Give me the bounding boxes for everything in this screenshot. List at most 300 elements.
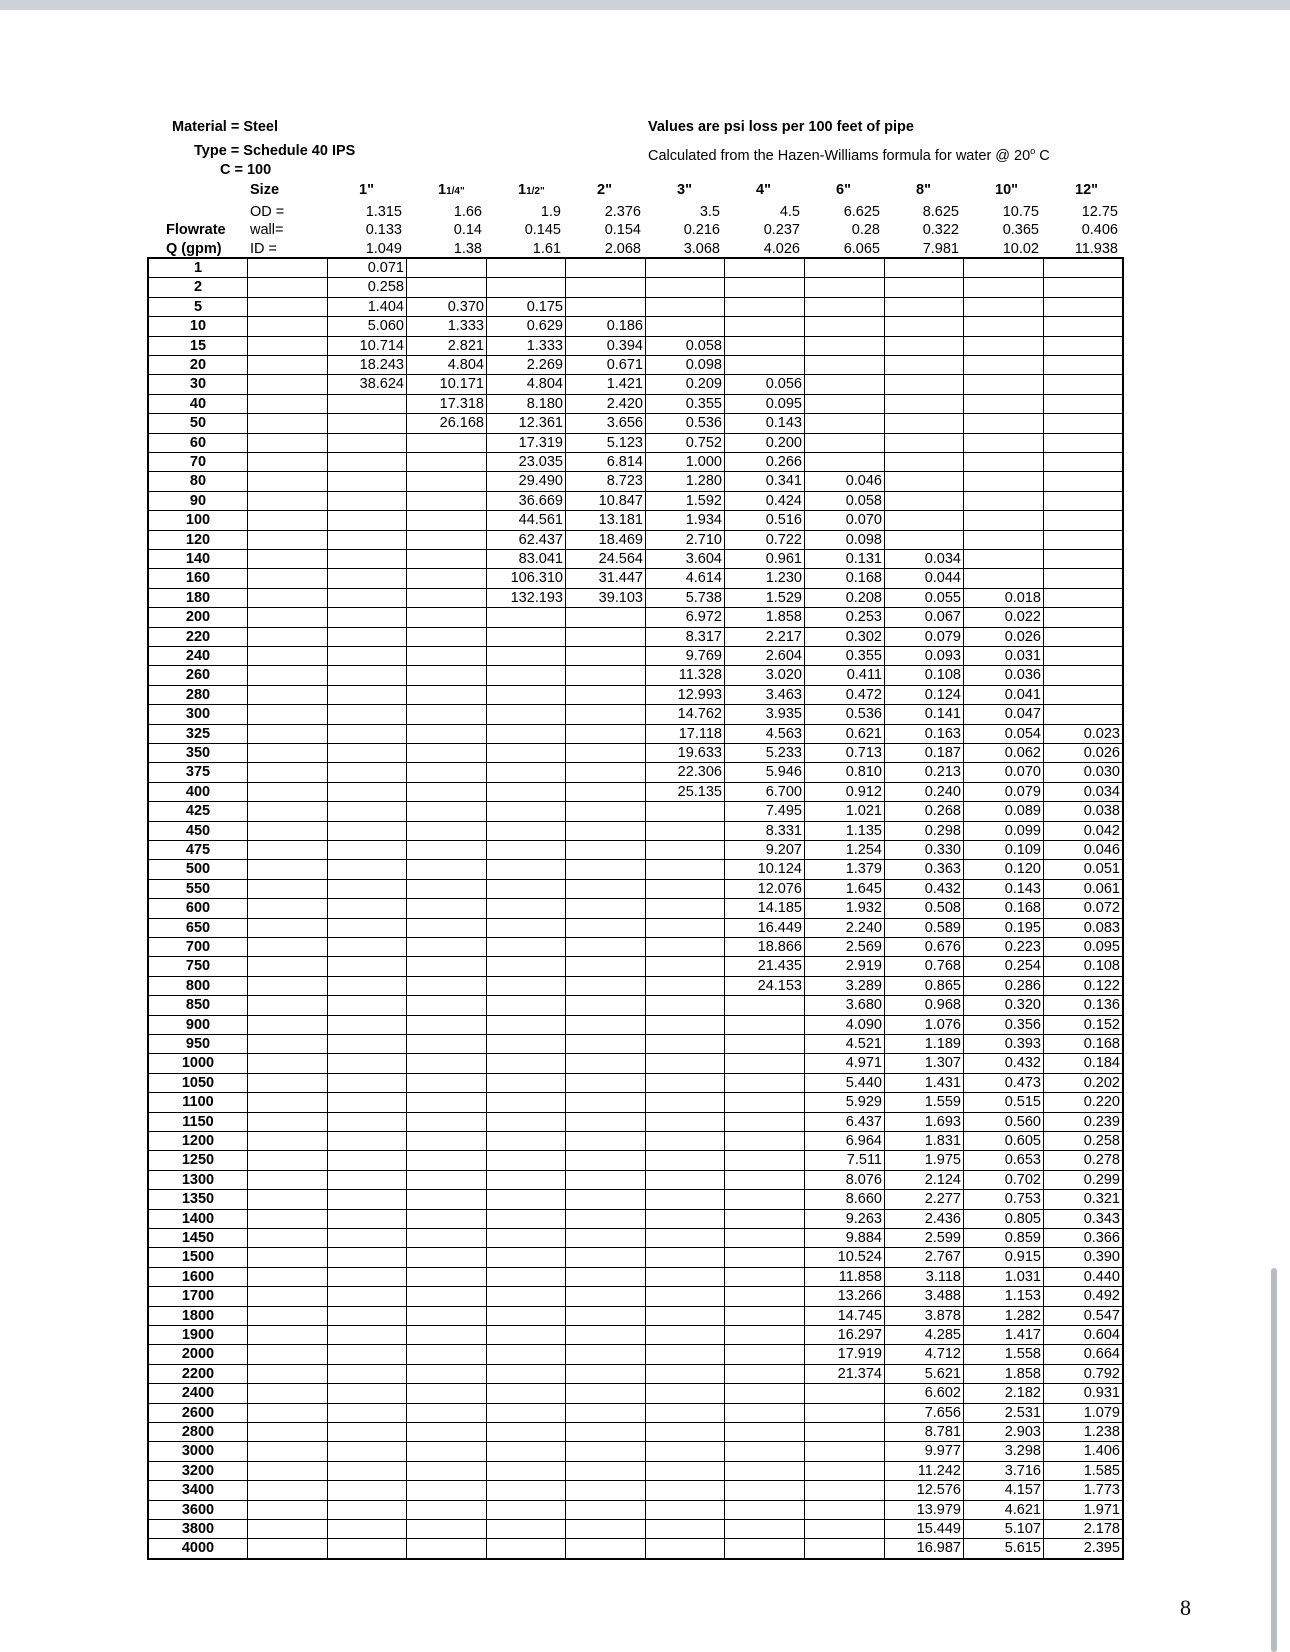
- psi-loss-cell: 12.993: [645, 685, 725, 705]
- empty-cell: [724, 1403, 805, 1423]
- empty-cell: [963, 258, 1044, 278]
- empty-cell: [406, 724, 487, 744]
- flow-rate-cell: 2600: [148, 1403, 248, 1423]
- flow-rate-cell: 2800: [148, 1422, 248, 1442]
- pipe-size-header: [1075, 181, 1098, 199]
- psi-loss-cell: 23.035: [486, 452, 566, 472]
- psi-loss-cell: 6.814: [565, 452, 646, 472]
- psi-loss-cell: 0.044: [884, 568, 964, 588]
- empty-cell: [884, 258, 964, 278]
- empty-cell: [565, 627, 646, 647]
- psi-loss-cell: 0.341: [724, 471, 805, 491]
- blank-cell: [247, 782, 328, 802]
- empty-cell: [327, 646, 407, 666]
- empty-cell: [565, 976, 646, 996]
- flow-rate-cell: 1: [148, 258, 248, 278]
- psi-loss-cell: 0.061: [1043, 879, 1123, 899]
- empty-cell: [565, 1015, 646, 1035]
- empty-cell: [565, 1034, 646, 1054]
- flow-rate-cell: 450: [148, 821, 248, 841]
- psi-loss-cell: 1.230: [724, 568, 805, 588]
- empty-cell: [645, 1150, 725, 1170]
- empty-cell: [963, 336, 1044, 356]
- id-value: 1.38: [453, 241, 482, 257]
- empty-cell: [486, 1034, 566, 1054]
- psi-loss-cell: 0.095: [724, 394, 805, 414]
- psi-loss-cell: 5.233: [724, 743, 805, 763]
- empty-cell: [645, 898, 725, 918]
- psi-loss-cell: 7.495: [724, 801, 805, 821]
- empty-cell: [645, 1034, 725, 1054]
- psi-loss-cell: 8.781: [884, 1422, 964, 1442]
- blank-cell: [247, 510, 328, 530]
- empty-cell: [645, 1170, 725, 1190]
- empty-cell: [486, 1073, 566, 1093]
- empty-cell: [486, 801, 566, 821]
- empty-cell: [645, 1344, 725, 1364]
- psi-loss-cell: 0.026: [1043, 743, 1123, 763]
- empty-cell: [963, 413, 1044, 433]
- empty-cell: [645, 1286, 725, 1306]
- empty-cell: [565, 937, 646, 957]
- psi-loss-cell: 0.671: [565, 355, 646, 375]
- flow-rate-cell: 60: [148, 433, 248, 453]
- psi-loss-cell: 38.624: [327, 374, 407, 394]
- empty-cell: [486, 277, 566, 297]
- empty-cell: [327, 1500, 407, 1520]
- psi-loss-cell: 0.768: [884, 956, 964, 976]
- blank-cell: [247, 1441, 328, 1461]
- empty-cell: [1043, 277, 1123, 297]
- empty-cell: [724, 1015, 805, 1035]
- flow-rate-cell: 375: [148, 762, 248, 782]
- pipe-size-header: [597, 181, 612, 199]
- psi-loss-cell: 0.036: [963, 665, 1044, 685]
- empty-cell: [327, 1131, 407, 1151]
- psi-loss-cell: 12.576: [884, 1480, 964, 1500]
- blank-cell: [247, 995, 328, 1015]
- psi-loss-cell: 0.713: [804, 743, 885, 763]
- psi-loss-cell: 5.440: [804, 1073, 885, 1093]
- psi-loss-cell: 0.054: [963, 724, 1044, 744]
- psi-loss-cell: 0.209: [645, 374, 725, 394]
- empty-cell: [1043, 588, 1123, 608]
- empty-cell: [565, 821, 646, 841]
- psi-loss-cell: 0.240: [884, 782, 964, 802]
- psi-loss-cell: 12.076: [724, 879, 805, 899]
- psi-loss-cell: 1.280: [645, 471, 725, 491]
- flow-rate-cell: 550: [148, 879, 248, 899]
- psi-loss-cell: 6.437: [804, 1112, 885, 1132]
- empty-cell: [1043, 355, 1123, 375]
- empty-cell: [565, 1306, 646, 1326]
- od-value: 1.9: [540, 204, 561, 220]
- psi-loss-cell: 0.200: [724, 433, 805, 453]
- od-value: 6.625: [843, 204, 880, 220]
- flow-rate-cell: 50: [148, 413, 248, 433]
- psi-loss-cell: 3.020: [724, 665, 805, 685]
- empty-cell: [406, 1461, 487, 1481]
- empty-cell: [406, 627, 487, 647]
- empty-cell: [486, 1209, 566, 1229]
- psi-loss-cell: 3.878: [884, 1306, 964, 1326]
- flow-rate-cell: 90: [148, 491, 248, 511]
- empty-cell: [565, 1267, 646, 1287]
- empty-cell: [406, 607, 487, 627]
- empty-cell: [406, 1228, 487, 1248]
- empty-cell: [645, 1053, 725, 1073]
- blank-cell: [247, 1073, 328, 1093]
- empty-cell: [645, 1015, 725, 1035]
- empty-cell: [884, 452, 964, 472]
- psi-loss-cell: 3.289: [804, 976, 885, 996]
- empty-cell: [406, 918, 487, 938]
- psi-loss-cell: 0.629: [486, 316, 566, 336]
- empty-cell: [565, 762, 646, 782]
- empty-cell: [963, 471, 1044, 491]
- psi-loss-cell: 0.208: [804, 588, 885, 608]
- empty-cell: [565, 1461, 646, 1481]
- psi-loss-cell: 0.492: [1043, 1286, 1123, 1306]
- empty-cell: [963, 316, 1044, 336]
- empty-cell: [327, 724, 407, 744]
- empty-cell: [327, 665, 407, 685]
- empty-cell: [486, 976, 566, 996]
- empty-cell: [724, 1286, 805, 1306]
- psi-loss-cell: 4.621: [963, 1500, 1044, 1520]
- empty-cell: [724, 1228, 805, 1248]
- psi-loss-cell: 7.511: [804, 1150, 885, 1170]
- psi-loss-cell: 0.072: [1043, 898, 1123, 918]
- psi-loss-cell: 3.680: [804, 995, 885, 1015]
- flow-rate-cell: 350: [148, 743, 248, 763]
- empty-cell: [486, 918, 566, 938]
- empty-cell: [406, 1189, 487, 1209]
- empty-cell: [486, 685, 566, 705]
- empty-cell: [645, 1073, 725, 1093]
- blank-cell: [247, 1325, 328, 1345]
- psi-loss-cell: 0.168: [1043, 1034, 1123, 1054]
- psi-loss-cell: 0.124: [884, 685, 964, 705]
- empty-cell: [327, 588, 407, 608]
- flow-rate-cell: 950: [148, 1034, 248, 1054]
- empty-cell: [565, 1131, 646, 1151]
- empty-cell: [645, 316, 725, 336]
- empty-cell: [486, 1383, 566, 1403]
- empty-cell: [804, 1500, 885, 1520]
- psi-loss-cell: 0.098: [804, 530, 885, 550]
- psi-loss-cell: 0.411: [804, 665, 885, 685]
- id-value: 7.981: [922, 241, 959, 257]
- empty-cell: [884, 510, 964, 530]
- empty-cell: [804, 316, 885, 336]
- psi-loss-cell: 16.987: [884, 1538, 964, 1558]
- psi-loss-cell: 0.589: [884, 918, 964, 938]
- empty-cell: [406, 1131, 487, 1151]
- psi-loss-cell: 5.615: [963, 1538, 1044, 1558]
- blank-cell: [247, 336, 328, 356]
- empty-cell: [724, 336, 805, 356]
- empty-cell: [406, 258, 487, 278]
- psi-loss-cell: 17.118: [645, 724, 725, 744]
- empty-cell: [565, 1286, 646, 1306]
- pipe-size-fraction: 1/2": [526, 186, 545, 197]
- empty-cell: [1043, 510, 1123, 530]
- empty-cell: [645, 1267, 725, 1287]
- empty-cell: [565, 898, 646, 918]
- psi-loss-cell: 3.488: [884, 1286, 964, 1306]
- empty-cell: [406, 491, 487, 511]
- psi-loss-cell: 0.912: [804, 782, 885, 802]
- empty-cell: [406, 1073, 487, 1093]
- psi-loss-cell: 0.424: [724, 491, 805, 511]
- psi-loss-cell: 0.083: [1043, 918, 1123, 938]
- empty-cell: [327, 1247, 407, 1267]
- psi-loss-cell: 13.266: [804, 1286, 885, 1306]
- psi-loss-cell: 5.123: [565, 433, 646, 453]
- empty-cell: [645, 277, 725, 297]
- psi-loss-cell: 1.592: [645, 491, 725, 511]
- empty-cell: [565, 782, 646, 802]
- blank-cell: [247, 1500, 328, 1520]
- psi-loss-cell: 0.062: [963, 743, 1044, 763]
- psi-loss-cell: 0.168: [963, 898, 1044, 918]
- empty-cell: [645, 1209, 725, 1229]
- flow-rate-cell: 40: [148, 394, 248, 414]
- empty-cell: [645, 956, 725, 976]
- empty-cell: [406, 1015, 487, 1035]
- flow-rate-cell: 260: [148, 665, 248, 685]
- empty-cell: [486, 1325, 566, 1345]
- blank-cell: [247, 355, 328, 375]
- table-subtitle: [648, 142, 1050, 165]
- psi-loss-cell: 2.395: [1043, 1538, 1123, 1558]
- empty-cell: [565, 1422, 646, 1442]
- psi-loss-cell: 16.449: [724, 918, 805, 938]
- psi-loss-cell: 2.821: [406, 336, 487, 356]
- psi-loss-cell: 0.266: [724, 452, 805, 472]
- empty-cell: [565, 1500, 646, 1520]
- empty-cell: [565, 1480, 646, 1500]
- subtitle-unit: C: [1035, 147, 1050, 164]
- psi-loss-cell: 13.979: [884, 1500, 964, 1520]
- empty-cell: [724, 1131, 805, 1151]
- empty-cell: [327, 898, 407, 918]
- pipe-size-whole: 8": [916, 182, 931, 198]
- psi-loss-cell: 0.223: [963, 937, 1044, 957]
- empty-cell: [724, 258, 805, 278]
- empty-cell: [884, 394, 964, 414]
- empty-cell: [486, 1306, 566, 1326]
- psi-loss-cell: 1.975: [884, 1150, 964, 1170]
- blank-cell: [247, 704, 328, 724]
- psi-loss-cell: 0.664: [1043, 1344, 1123, 1364]
- psi-loss-cell: 1.238: [1043, 1422, 1123, 1442]
- psi-loss-cell: 11.242: [884, 1461, 964, 1481]
- psi-loss-cell: 1.404: [327, 297, 407, 317]
- empty-cell: [406, 471, 487, 491]
- empty-cell: [724, 1344, 805, 1364]
- blank-cell: [247, 297, 328, 317]
- blank-cell: [247, 821, 328, 841]
- blank-cell: [247, 471, 328, 491]
- psi-loss-cell: 2.710: [645, 530, 725, 550]
- empty-cell: [486, 1015, 566, 1035]
- empty-cell: [565, 1228, 646, 1248]
- empty-cell: [406, 1441, 487, 1461]
- blank-cell: [247, 1034, 328, 1054]
- psi-loss-cell: 6.972: [645, 607, 725, 627]
- scrollbar-thumb[interactable]: [1271, 1268, 1277, 1652]
- psi-loss-cell: 0.143: [963, 879, 1044, 899]
- blank-cell: [247, 452, 328, 472]
- psi-loss-cell: 0.915: [963, 1247, 1044, 1267]
- empty-cell: [724, 1073, 805, 1093]
- flow-rate-cell: 1100: [148, 1092, 248, 1112]
- pipe-size-header: [677, 181, 692, 199]
- psi-loss-cell: 6.700: [724, 782, 805, 802]
- psi-loss-cell: 1.858: [724, 607, 805, 627]
- empty-cell: [406, 859, 487, 879]
- blank-cell: [247, 1364, 328, 1384]
- psi-loss-cell: 9.263: [804, 1209, 885, 1229]
- empty-cell: [565, 1441, 646, 1461]
- psi-loss-cell: 4.614: [645, 568, 725, 588]
- blank-cell: [247, 530, 328, 550]
- blank-cell: [247, 898, 328, 918]
- empty-cell: [1043, 607, 1123, 627]
- empty-cell: [327, 821, 407, 841]
- empty-cell: [645, 801, 725, 821]
- empty-cell: [406, 743, 487, 763]
- empty-cell: [645, 840, 725, 860]
- empty-cell: [406, 1092, 487, 1112]
- empty-cell: [327, 859, 407, 879]
- empty-cell: [1043, 336, 1123, 356]
- empty-cell: [884, 413, 964, 433]
- psi-loss-cell: 7.656: [884, 1403, 964, 1423]
- psi-loss-cell: 1.858: [963, 1364, 1044, 1384]
- empty-cell: [327, 1480, 407, 1500]
- psi-loss-cell: 0.202: [1043, 1073, 1123, 1093]
- empty-cell: [804, 1480, 885, 1500]
- empty-cell: [884, 297, 964, 317]
- psi-loss-cell: 0.961: [724, 549, 805, 569]
- blank-cell: [247, 1015, 328, 1035]
- psi-loss-cell: 0.046: [804, 471, 885, 491]
- flow-rate-cell: 20: [148, 355, 248, 375]
- flow-rate-cell: 280: [148, 685, 248, 705]
- blank-cell: [247, 1519, 328, 1539]
- empty-cell: [486, 1286, 566, 1306]
- psi-loss-cell: 1.333: [486, 336, 566, 356]
- empty-cell: [565, 1344, 646, 1364]
- blank-cell: [247, 607, 328, 627]
- empty-cell: [327, 1209, 407, 1229]
- psi-loss-cell: 6.964: [804, 1131, 885, 1151]
- psi-loss-cell: 9.977: [884, 1441, 964, 1461]
- psi-loss-cell: 8.723: [565, 471, 646, 491]
- empty-cell: [963, 491, 1044, 511]
- empty-cell: [486, 665, 566, 685]
- psi-loss-cell: 0.079: [963, 782, 1044, 802]
- empty-cell: [486, 704, 566, 724]
- wall-value: 0.28: [851, 222, 880, 238]
- psi-loss-cell: 16.297: [804, 1325, 885, 1345]
- empty-cell: [804, 433, 885, 453]
- blank-cell: [247, 1422, 328, 1442]
- psi-loss-cell: 14.185: [724, 898, 805, 918]
- psi-loss-cell: 8.180: [486, 394, 566, 414]
- blank-cell: [247, 1480, 328, 1500]
- psi-loss-cell: 83.041: [486, 549, 566, 569]
- empty-cell: [406, 530, 487, 550]
- psi-loss-cell: 2.604: [724, 646, 805, 666]
- psi-loss-cell: 0.604: [1043, 1325, 1123, 1345]
- empty-cell: [724, 1538, 805, 1558]
- empty-cell: [963, 277, 1044, 297]
- flow-rate-cell: 2200: [148, 1364, 248, 1384]
- psi-loss-cell: 0.355: [804, 646, 885, 666]
- flow-rate-cell: 1150: [148, 1112, 248, 1132]
- psi-loss-cell: 10.847: [565, 491, 646, 511]
- empty-cell: [804, 1422, 885, 1442]
- empty-cell: [406, 1209, 487, 1229]
- empty-cell: [804, 374, 885, 394]
- empty-cell: [486, 1170, 566, 1190]
- empty-cell: [724, 1306, 805, 1326]
- blank-cell: [247, 1092, 328, 1112]
- wall-value: 0.145: [524, 222, 561, 238]
- empty-cell: [645, 937, 725, 957]
- psi-loss-cell: 0.253: [804, 607, 885, 627]
- empty-cell: [486, 258, 566, 278]
- pipe-size-whole: 10": [995, 182, 1019, 198]
- empty-cell: [327, 743, 407, 763]
- flow-rate-cell: 160: [148, 568, 248, 588]
- empty-cell: [406, 1364, 487, 1384]
- pipe-size-header: [995, 181, 1018, 199]
- flow-rate-cell: 1400: [148, 1209, 248, 1229]
- psi-loss-cell: 0.370: [406, 297, 487, 317]
- psi-loss-cell: 1.932: [804, 898, 885, 918]
- psi-loss-cell: 0.034: [1043, 782, 1123, 802]
- blank-cell: [247, 976, 328, 996]
- empty-cell: [406, 685, 487, 705]
- empty-cell: [645, 995, 725, 1015]
- empty-cell: [724, 1422, 805, 1442]
- psi-loss-cell: 4.521: [804, 1034, 885, 1054]
- empty-cell: [327, 549, 407, 569]
- empty-cell: [565, 258, 646, 278]
- blank-cell: [247, 277, 328, 297]
- id-value: 1.61: [532, 241, 561, 257]
- wall-label: wall=: [250, 222, 284, 238]
- empty-cell: [565, 879, 646, 899]
- blank-cell: [247, 588, 328, 608]
- psi-loss-cell: 0.031: [963, 646, 1044, 666]
- empty-cell: [1043, 316, 1123, 336]
- empty-cell: [565, 1073, 646, 1093]
- flow-rate-cell: 3000: [148, 1441, 248, 1461]
- psi-loss-cell: 8.076: [804, 1170, 885, 1190]
- flow-rate-cell: 10: [148, 316, 248, 336]
- id-value: 3.068: [683, 241, 720, 257]
- empty-cell: [327, 995, 407, 1015]
- empty-cell: [804, 355, 885, 375]
- flow-rate-cell: 80: [148, 471, 248, 491]
- psi-loss-cell: 10.714: [327, 336, 407, 356]
